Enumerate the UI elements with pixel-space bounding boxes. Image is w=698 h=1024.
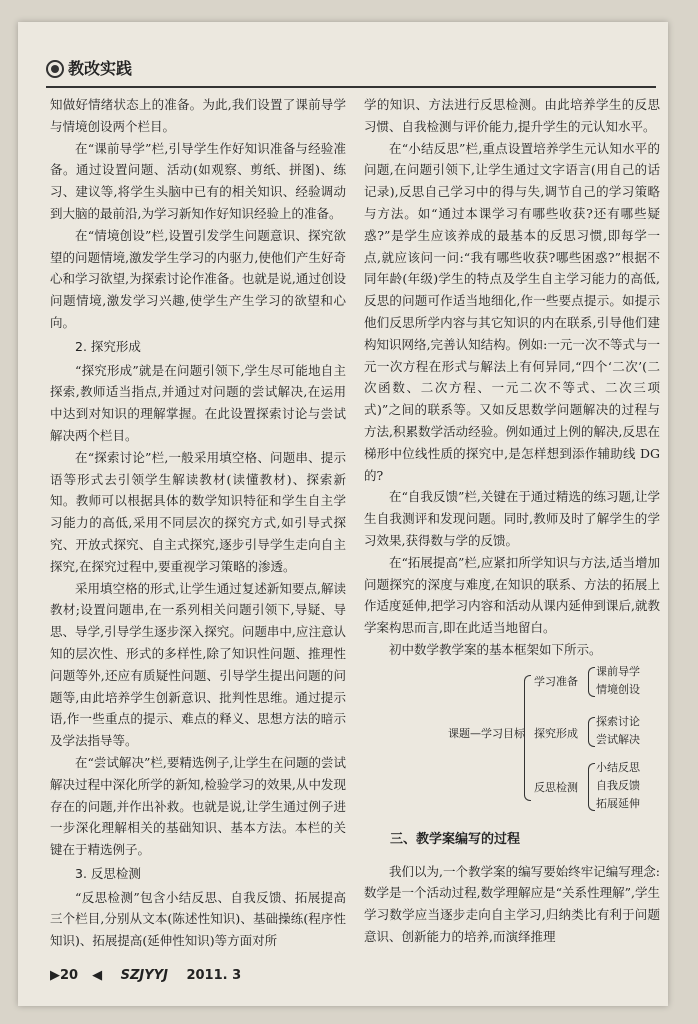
subsection-heading: 3. 反思检测 [75,865,141,881]
right-column [364,94,660,948]
section-title: 教改实践 [68,59,133,78]
framework-item: 小结反思 [596,760,640,774]
journal-abbrev: SZJYYJ [120,968,168,983]
section-heading: 三、教学案编写的过程 [390,831,521,847]
page-number: ▶20 ◀ [50,968,103,983]
framework-item: 探索讨论 [596,714,640,728]
body-paragraph: 在“尝试解决”栏,要精选例子,让学生在问题的尝试解决过程中深化所学的新知,检验学习的效果,从中发现存在的问题,并作出补救。也就是说,让学生通过例子进一步深化理解相关的基础知识、基本方法。本栏的关键在于精选例子。 [50,754,346,858]
framework-brace [524,675,531,801]
body-paragraph: 在“小结反思”栏,重点设置培养学生元认知水平的问题,在问题引领下,让学生通过文字语言(用自己的话记录),反思自己学习中的得与失,调节自己的学习策略与方法。如“通过本课学习有哪些收获?还有哪些疑惑?”是学生应该养成的最基本的反思习惯,即每学一点,就应该问一问:“我有哪些收获?哪些困惑?”根据不同年龄(年级)学生的特点及学生自主学习能力的高低,反思的问题可作适当地细化,作一些要点提示。如提示他们反思所学内容与其它知识的内在联系,引导他们建构知识网络,完善认知结构。例如:一元一次不等式与一元一次方程在形式与解法上有何异同,“四个‘二次’(二次函数、二次方程、一元二次不等式、二次三项式)”之间的联系等。又如反思数学问题解决的过程与方法,积累数学活动经验。例如通过上例的解决,反思在梯形中位线性质的探究中,是怎样想到添作辅助线 DG 的? [364,140,660,483]
body-paragraph: 在“探索讨论”栏,一般采用填空格、问题串、提示语等形式去引领学生解读教材(读懂教材)、探索新知。教师可以根据具体的数学知识特征和学生自主学习能力的高低,采用不同层次的探究方式,如引导式探究、开放式探究、自主式探究,逐步引导学生走向自主探究,在探究过程中,要重视学习策略的渗透。 [50,449,346,574]
body-paragraph: 在“课前导学”栏,引导学生作好知识准备与经验准备。通过设置问题、活动(如观察、剪纸、拼图)、练习、建议等,将学生头脑中已有的相关知识、经验调动到大脑的最前沿,为学习新知作好知识经验上的准备。 [50,140,346,221]
body-paragraph: 学的知识、方法进行反思检测。由此培养学生的反思习惯、自我检测与评价能力,提升学生的元认知水平。 [364,97,660,134]
body-paragraph: “反思检测”包含小结反思、自我反馈、拓展提高三个栏目,分别从文本(陈述性知识)、基础操练(程序性知识)、拓展提高(延伸性知识)等方面对所 [50,889,346,949]
page-footer [50,968,350,988]
body-paragraph: 采用填空格的形式,让学生通过复述新知要点,解读教材;设置问题串,在一系列相关问题引领下,导疑、导思、导学,引导学生逐步深入探究。问题串中,应注意认知的层次性、形式的多样性,除了知识性问题、推理性问题等外,还应有质疑性问题、引导学生提出问题的问题等,由此培养学生创新意识、批判性思维。通过提示语,作一些重点的提示、难点的释义、思想方法的暗示及学法指导等。 [50,580,346,749]
left-column [50,94,346,952]
body-paragraph: 在“自我反馈”栏,关键在于通过精选的练习题,让学生自我测评和发现问题。同时,教师及时了解学生的学习效果,获得数与学的反馈。 [364,489,660,548]
framework-group: 探究形成 [534,726,578,740]
framework-brace [588,717,595,747]
page-header [46,56,656,88]
body-paragraph: 在“拓展提高”栏,应紧扣所学知识与方法,适当增加问题探究的深度与难度,在知识的联系、方法的拓展上作适度延伸,把学习内容和活动从课内延伸到课后,就教学案构思而言,即在此适当地留白。 [364,554,660,636]
framework-item: 拓展延伸 [596,796,640,810]
framework-brace [588,763,595,811]
framework-item: 尝试解决 [596,732,640,746]
journal-page [18,22,668,1006]
framework-item: 情境创设 [596,682,640,696]
body-paragraph: “探究形成”就是在问题引领下,学生尽可能地自主探索,教师适当指点,并通过对问题的尝试解决,在运用中达到对知识的理解掌握。在此设置探索讨论与尝试解决两个栏目。 [50,362,346,443]
framework-item: 自我反馈 [596,778,640,792]
issue-number: 2011. 3 [186,968,242,983]
framework-root: 课题—学习目标 [448,726,525,740]
circle-bullet-icon [46,60,64,78]
body-paragraph: 知做好情绪状态上的准备。为此,我们设置了课前导学与情境创设两个栏目。 [50,97,346,134]
body-paragraph: 在“情境创设”栏,设置引发学生问题意识、探究欲望的问题情境,激发学生学习的内驱力,使他们产生好奇心和学习欲望,为探索讨论作准备。也就是说,通过创设问题情境,激发学习兴趣,使学生产生学习的欲望和心向。 [50,227,346,330]
framework-diagram [364,665,660,815]
body-paragraph: 我们以为,一个教学案的编写要始终牢记编写理念:数学是一个活动过程,数学理解应是“关系性理解”,学生学习数学应当逐步走向自主学习,归纳类比有利于问题意识、创新能力的培养,而演绎推理 [364,863,660,944]
subsection-heading: 2. 探究形成 [75,338,141,354]
framework-group: 学习准备 [534,674,578,688]
framework-item: 课前导学 [596,664,640,678]
body-paragraph: 初中数学教学案的基本框架如下所示。 [389,641,602,657]
page-number-value: 20 [60,968,79,983]
framework-brace [588,667,595,697]
framework-group: 反思检测 [534,780,578,794]
